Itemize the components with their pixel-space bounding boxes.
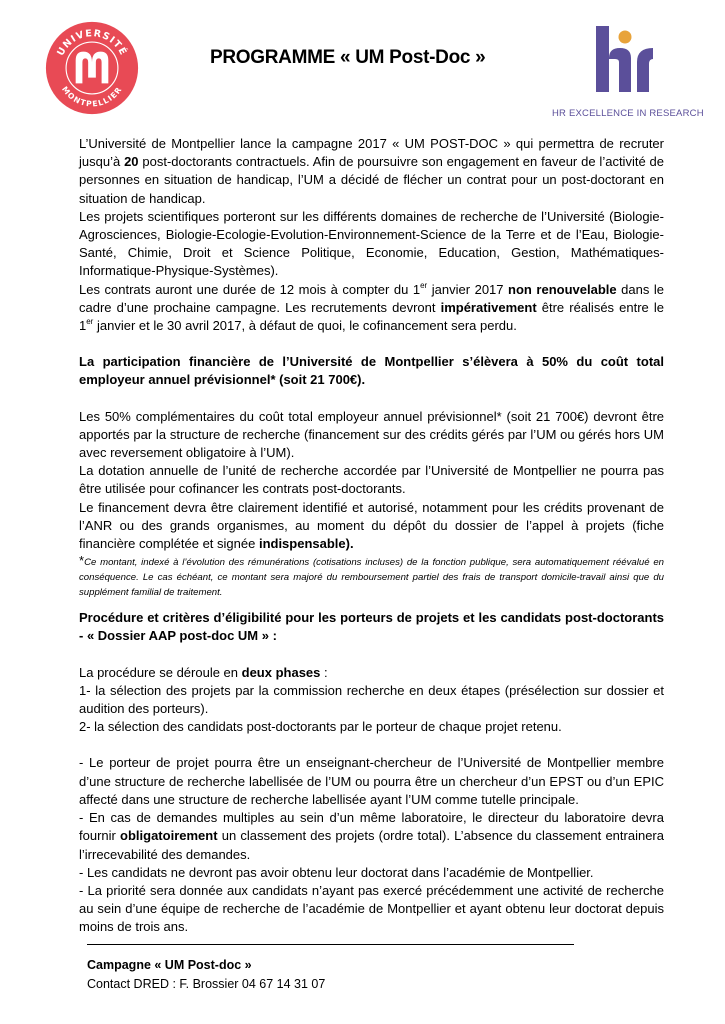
phase-2-item: 2- la sélection des candidats post-doctorants par le porteur de chaque projet retenu. <box>79 719 562 735</box>
phase-1-item: 1- la sélection des projets par la commission recherche en deux étapes (présélection sur dossier et audition des porteurs). <box>79 682 664 717</box>
financial-participation-heading: La participation financière de l’Université de Montpellier s’élèvera à 50% du coût total employeur annuel prévisionnel* (soit 21 700€). <box>79 354 664 388</box>
footer-divider <box>87 944 574 945</box>
annual-allocation-paragraph: La dotation annuelle de l’unité de recherche accordée par l’Université de Montpellier ne pourra pas être utilisée pour cofinancer les contrats post-doctorants. <box>79 463 664 497</box>
footnote: *Ce montant, indexé à l’évolution des rémunérations (cotisations incluses) de la fonction publique, sera automatiquement réévalué en conséquence. Le cas échéant, ce montant sera majoré du remboursement partiel des frais de transport domicile-travail ainsi que du supplément familial de traitement. <box>79 553 664 599</box>
hr-logo-mark <box>552 24 692 106</box>
document-body <box>79 135 664 937</box>
intro-paragraph: L’Université de Montpellier lance la campagne 2017 « UM POST-DOC » qui permettra de recruter jusqu’à 20 post-doctorants contractuels. Afin de poursuivre son engagement en faveur de l’activité de personnes en situation de handicap, l’UM a décidé de flécher un contrat pour un post-doctorant en situation de handicap. <box>79 136 664 206</box>
procedure-phases-paragraph: La procédure se déroule en deux phases : <box>79 664 328 680</box>
complementary-funding-paragraph: Les 50% complémentaires du coût total employeur annuel prévisionnel* (soit 21 700€) devront être apportés par la structure de recherche (financement sur des crédits gérés par l’UM ou gérés hors UM avec reversement obligatoire à l’UM). <box>79 408 664 461</box>
um-logo-top-text: UNIVERSITÉ <box>55 28 129 58</box>
footer-campaign: Campagne « UM Post-doc » <box>87 958 252 972</box>
project-leader-criteria: - Le porteur de projet pourra être un enseignant-chercheur de l’Université de Montpellier membre d’une structure de recherche labellisée de l’UM ou pourra être un chercheur d’un EPST ou d’un EPIC affecté dans une structure de recherche labellisée ayant l’UM comme tutelle principale. <box>79 755 664 807</box>
hr-excellence-logo <box>552 24 704 124</box>
priority-criteria: - La priorité sera donnée aux candidats n’ayant pas exercé précédemment une activité de recherche au sein d’une équipe de recherche de l’académie de Montpellier et ayant obtenu leur doctorat depuis moins de trois ans. <box>79 882 664 935</box>
footer-contact: Contact DRED : F. Brossier 04 67 14 31 07 <box>87 977 326 991</box>
research-domains-paragraph: Les projets scientifiques porteront sur les différents domaines de recherche de l’Université (Biologie-Agrosciences, Biologie-Ecologie-Evolution-Environnement-Science de la Terre et de l’Eau, Biologie-Santé, Chimie, Droit et Science Politique, Economie, Education, Gestion, Mathématiques-Informatique-Physique-Systèmes). <box>79 208 664 279</box>
page-title: PROGRAMME « UM Post-Doc » <box>210 47 486 68</box>
multiple-requests-criteria: - En cas de demandes multiples au sein d’un même laboratoire, le directeur du laboratoire devra fournir obligatoirement un classement des projets (ordre total). L’absence du classement entrainera l’irrecevabilité des demandes. <box>79 810 664 862</box>
um-logo-bottom-text: MONTPELLIER <box>59 84 124 109</box>
footer <box>87 956 325 994</box>
contract-duration-paragraph: Les contrats auront une durée de 12 mois à compter du 1er janvier 2017 non renouvelable dans le cadre d’une prochaine campagne. Les recrutements devront impérativement être réalisés entre le 1er janvier et le 30 avril 2017, à défaut de quoi, le cofinancement sera perdu. <box>79 280 664 334</box>
funding-identification-paragraph: Le financement devra être clairement identifié et autorisé, notamment pour les crédits provenant de l’ANR ou des grands organismes, au moment du dépôt du dossier de l’appel à projets (fiche financière complétée et signée indispensable). <box>79 499 664 552</box>
hr-logo-caption: HR EXCELLENCE IN RESEARCH <box>552 108 704 119</box>
procedure-heading: Procédure et critères d’éligibilité pour les porteurs de projets et les candidats post-doctorants - « Dossier AAP post-doc UM » : <box>79 610 664 644</box>
universite-montpellier-logo <box>44 20 140 116</box>
candidate-doctorate-criteria: - Les candidats ne devront pas avoir obtenu leur doctorat dans l’académie de Montpellier. <box>79 864 594 880</box>
